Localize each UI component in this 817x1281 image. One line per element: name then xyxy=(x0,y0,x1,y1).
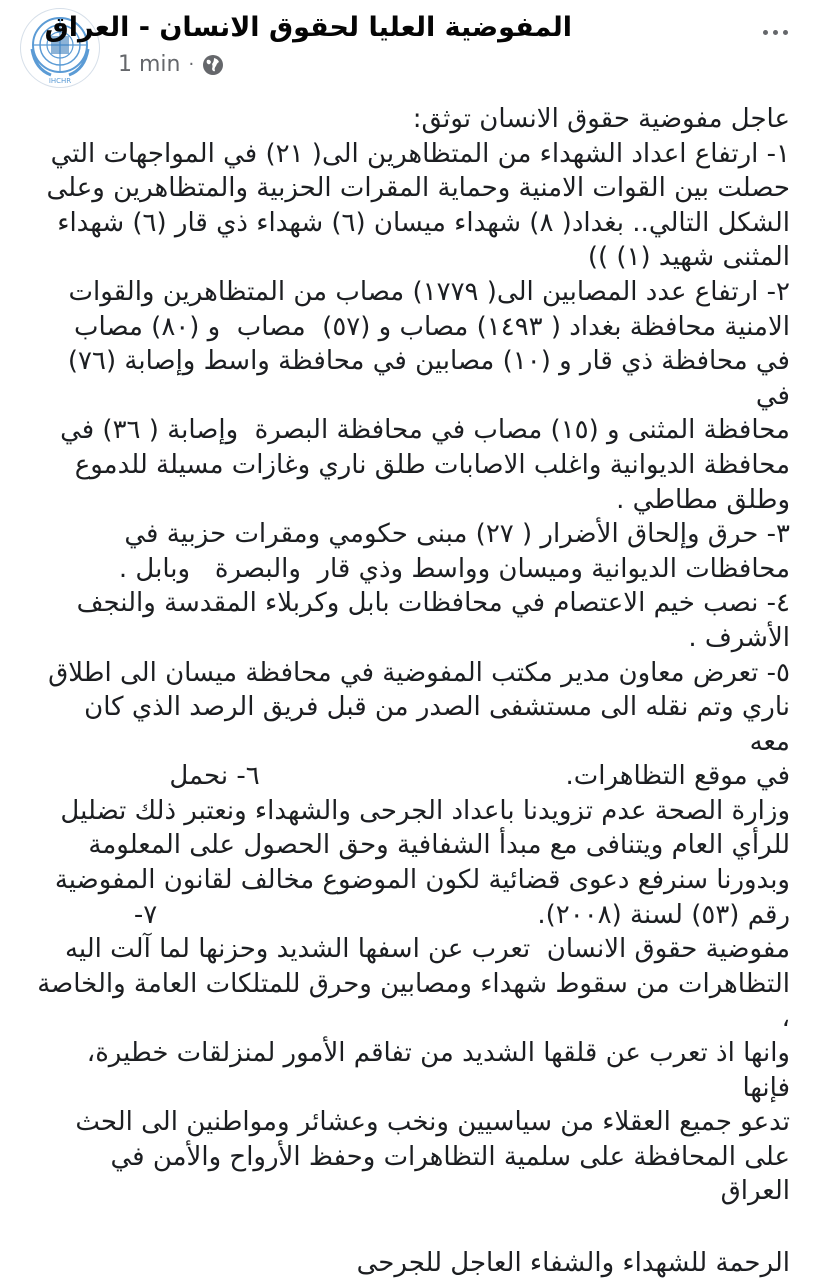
post-closing-line: الرحمة للشهداء والشفاء العاجل للجرحى xyxy=(356,1248,790,1278)
more-options-icon xyxy=(763,30,768,35)
post-line: وانها اذ تعرب عن قلقها الشديد من تفاقم الأمور لمنزلقات خطيرة، فإنها xyxy=(78,1038,790,1103)
globe-icon xyxy=(202,54,224,76)
post-line: الشكل التالي.. بغداد( ٨) شهداء ميسان (٦) شهداء ذي قار (٦) شهداء xyxy=(57,207,790,238)
meta-separator: · xyxy=(188,54,195,75)
post-line: الأشرف . xyxy=(688,622,790,653)
post-line: التظاهرات من سقوط شهداء ومصابين وحرق للمتلكات العامة والخاصة ، xyxy=(28,968,790,1034)
post-line: رقم (٥٣) لسنة (٢٠٠٨). ٧- xyxy=(133,899,790,930)
post-line: ٥- تعرض معاون مدير مكتب المفوضية في محافظة ميسان الى اطلاق xyxy=(48,657,790,688)
post-line: في محافظة ذي قار و (١٠) مصابين في محافظة واسط وإصابة (٧٦) في xyxy=(59,346,790,411)
avatar-caption: IHCHR xyxy=(48,77,72,85)
post-line: للرأي العام ويتنافى مع مبدأ الشفافية وحق الحصول على المعلومة xyxy=(88,830,790,861)
post-timestamp[interactable]: 1 min xyxy=(118,52,181,77)
post-line: وزارة الصحة عدم تزويدنا باعداد الجرحى والشهداء ونعتبر ذلك تضليل xyxy=(60,795,790,826)
page-name[interactable]: المفوضية العليا لحقوق الانسان - العراق xyxy=(44,12,572,43)
paragraph-gap xyxy=(36,1209,790,1246)
post-line: ١- ارتفاع اعداد الشهداء من المتظاهرين الى( ٢١) في المواجهات التي xyxy=(50,138,790,169)
post-line: على المحافظة على سلمية التظاهرات وحفظ الأرواح والأمن في العراق xyxy=(102,1141,790,1207)
post-line: مفوضية حقوق الانسان تعرب عن اسفها الشديد وحزنها لما آلت اليه xyxy=(64,934,790,965)
post-header xyxy=(0,0,817,90)
post-line: المثنى شهيد (١) )) xyxy=(587,242,790,273)
post-line: ناري وتم نقله الى مستشفى الصدر من قبل فريق الرصد الذي كان معه xyxy=(75,692,790,757)
post-line: حصلت بين القوات الامنية وحماية المقرات الحزبية والمتظاهرين وعلى xyxy=(46,173,790,204)
more-options-button[interactable] xyxy=(760,22,790,42)
post-line: عاجل مفوضية حقوق الانسان توثق: xyxy=(412,104,790,134)
post-line: الامنية محافظة بغداد ( ١٤٩٣) مصاب و (٥٧) مصاب و (٨٠) مصاب xyxy=(74,311,790,342)
post-line: محافظات الديوانية وميسان وواسط وذي قار والبصرة وبابل . xyxy=(118,553,790,584)
post-line: ٤- نصب خيم الاعتصام في محافظات بابل وكربلاء المقدسة والنجف xyxy=(76,588,790,619)
post-line: محافظة الديوانية واغلب الاصابات طلق ناري وغازات مسيلة للدموع xyxy=(74,449,790,480)
post-meta xyxy=(118,52,224,77)
post-line: ٣- حرق وإلحاق الأضرار ( ٢٧) مبنى حكومي ومقرات حزبية في xyxy=(124,519,790,550)
post-line: وطلق مطاطي . xyxy=(616,484,790,515)
post-line: محافظة المثنى و (١٥) مصاب في محافظة البصرة وإصابة ( ٣٦) في xyxy=(60,415,790,446)
post-line: تدعو جميع العقلاء من سياسيين ونخب وعشائر ومواطنين الى الحث xyxy=(75,1107,790,1138)
post-text xyxy=(28,102,790,1281)
post-line: ٢- ارتفاع عدد المصابين الى( ١٧٧٩) مصاب من المتظاهرين والقوات xyxy=(68,276,790,307)
post-line: في موقع التظاهرات. ٦- نحمل xyxy=(169,761,790,792)
post-line: وبدورنا سنرفع دعوى قضائية لكون الموضوع مخالف لقانون المفوضية xyxy=(54,865,790,896)
